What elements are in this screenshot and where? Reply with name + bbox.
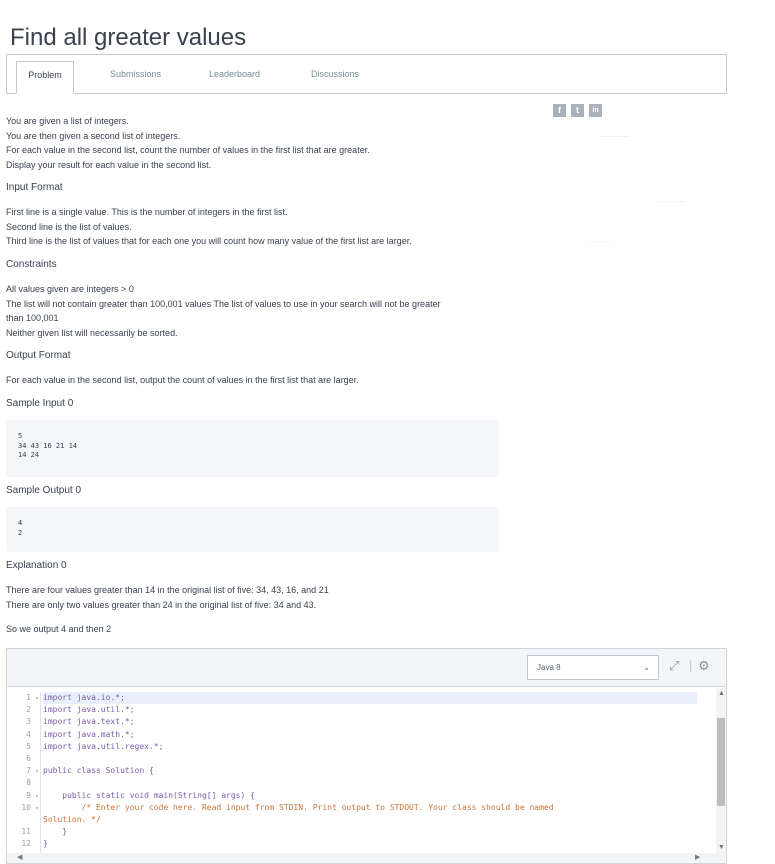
sample-input-block: 5 34 43 16 21 14 14 24 (6, 420, 499, 477)
active-line-highlight (43, 692, 697, 704)
line-number: 4 (26, 729, 31, 739)
constraints-line: All values given are integers > 0 (6, 284, 134, 294)
line-number: 9 (26, 790, 31, 800)
code-line[interactable]: } (43, 827, 68, 837)
intro-line: Display your result for each value in the second list. (6, 159, 212, 170)
code-line[interactable]: Solution. */ (43, 815, 101, 824)
facebook-icon[interactable]: f (553, 104, 566, 117)
line-number: 7 (26, 766, 31, 776)
tab-submissions[interactable]: Submissions (110, 69, 162, 79)
code-line[interactable]: /* Enter your code here. Read input from STDIN. Print output to STDOUT. Your class should be named (43, 802, 554, 812)
explanation-text (6, 583, 329, 612)
tab-problem[interactable]: Problem (16, 61, 74, 94)
constraints-line: Neither given list will necessarily be sorted. (6, 327, 178, 338)
page-title: Find all greater values (10, 24, 247, 52)
constraints-text (6, 282, 441, 340)
code-line[interactable]: public static void main(String[] args) { (43, 790, 255, 800)
scroll-right-arrow-icon[interactable]: ▶ (695, 854, 701, 861)
code-line[interactable]: import java.text.*; (43, 717, 135, 727)
output-format-line: For each value in the second list, output the count of values in the first list that are larger. (6, 375, 359, 385)
language-select-value: Java 8 (537, 663, 561, 672)
language-select[interactable] (527, 655, 659, 680)
sample-input-heading: Sample Input 0 (6, 398, 74, 409)
output-format-text (6, 373, 359, 388)
twitter-icon[interactable]: t (571, 104, 584, 117)
fold-toggle-icon[interactable]: ▾ (35, 695, 39, 702)
explanation-line: There are four values greater than 14 in the original list of five: 34, 43, 16, and 21 (6, 585, 329, 595)
editor-toolbar (7, 649, 726, 687)
vertical-scrollbar[interactable] (716, 688, 726, 856)
line-number: 12 (21, 839, 31, 849)
horizontal-scrollbar[interactable] (7, 853, 726, 863)
code-line[interactable]: import java.util.*; (43, 705, 135, 715)
toolbar-divider: | (689, 658, 693, 673)
scroll-down-arrow-icon[interactable]: ▼ (718, 844, 725, 851)
line-number: 6 (26, 754, 31, 763)
output-format-heading: Output Format (6, 350, 71, 361)
code-area[interactable] (7, 688, 717, 854)
tab-leaderboard[interactable]: Leaderboard (209, 69, 261, 79)
problem-intro (6, 114, 370, 172)
problem-tabs (6, 54, 727, 94)
constraints-line: than 100,001 (6, 313, 59, 324)
code-line[interactable]: public class Solution { (43, 766, 154, 776)
code-line[interactable]: import java.util.regex.*; (43, 741, 164, 751)
explanation-line: There are only two values greater than 24 in the original list of five: 34 and 43. (6, 599, 317, 610)
fold-toggle-icon[interactable]: ▾ (35, 804, 39, 812)
fold-toggle-icon[interactable]: ▾ (35, 768, 39, 776)
line-number: 8 (26, 778, 31, 788)
scroll-left-arrow-icon[interactable]: ◀ (17, 854, 23, 861)
line-number: 2 (26, 705, 31, 715)
linkedin-icon[interactable]: in (589, 104, 602, 117)
code-editor[interactable] (6, 648, 727, 864)
chevron-down-icon: ⌄ (643, 663, 650, 672)
sample-output-heading: Sample Output 0 (6, 485, 82, 496)
input-format-line: Second line is the list of values. (6, 221, 132, 232)
code-line[interactable]: import java.math.*; (43, 729, 135, 739)
line-number: 10 (21, 802, 31, 812)
constraints-heading: Constraints (6, 259, 57, 270)
line-number: 5 (26, 741, 31, 751)
scroll-up-arrow-icon[interactable]: ▲ (718, 690, 725, 697)
fold-toggle-icon[interactable]: ▾ (35, 792, 39, 800)
explanation-heading: Explanation 0 (6, 560, 67, 571)
intro-line: You are given a list of integers. (6, 116, 129, 126)
line-number: 3 (26, 717, 31, 727)
input-format-text (6, 205, 412, 249)
line-number: 1 (26, 693, 31, 702)
tab-discussions[interactable]: Discussions (311, 69, 360, 79)
code-line[interactable]: import java.io.*; (43, 693, 125, 702)
scrollbar-thumb[interactable] (717, 718, 725, 806)
sample-output-block: 4 2 (6, 507, 499, 552)
explanation-conclusion: So we output 4 and then 2 (6, 624, 112, 634)
code-line[interactable]: } (43, 839, 48, 849)
line-number: 11 (21, 827, 31, 837)
input-format-line: First line is a single value. This is the number of integers in the first list. (6, 207, 288, 217)
intro-line: You are then given a second list of integers. (6, 130, 181, 141)
fullscreen-icon[interactable]: ⤢ (669, 658, 680, 673)
input-format-heading: Input Format (6, 182, 63, 193)
constraints-line: The list will not contain greater than 100,001 values The list of values to use in your search will not be greater (6, 298, 441, 309)
intro-line: For each value in the second list, count the number of values in the first list that are greater. (6, 145, 370, 156)
input-format-line: Third line is the list of values that for each one you will count how many value of the first list are larger. (6, 236, 412, 247)
gear-icon[interactable]: ⚙ (698, 658, 710, 673)
